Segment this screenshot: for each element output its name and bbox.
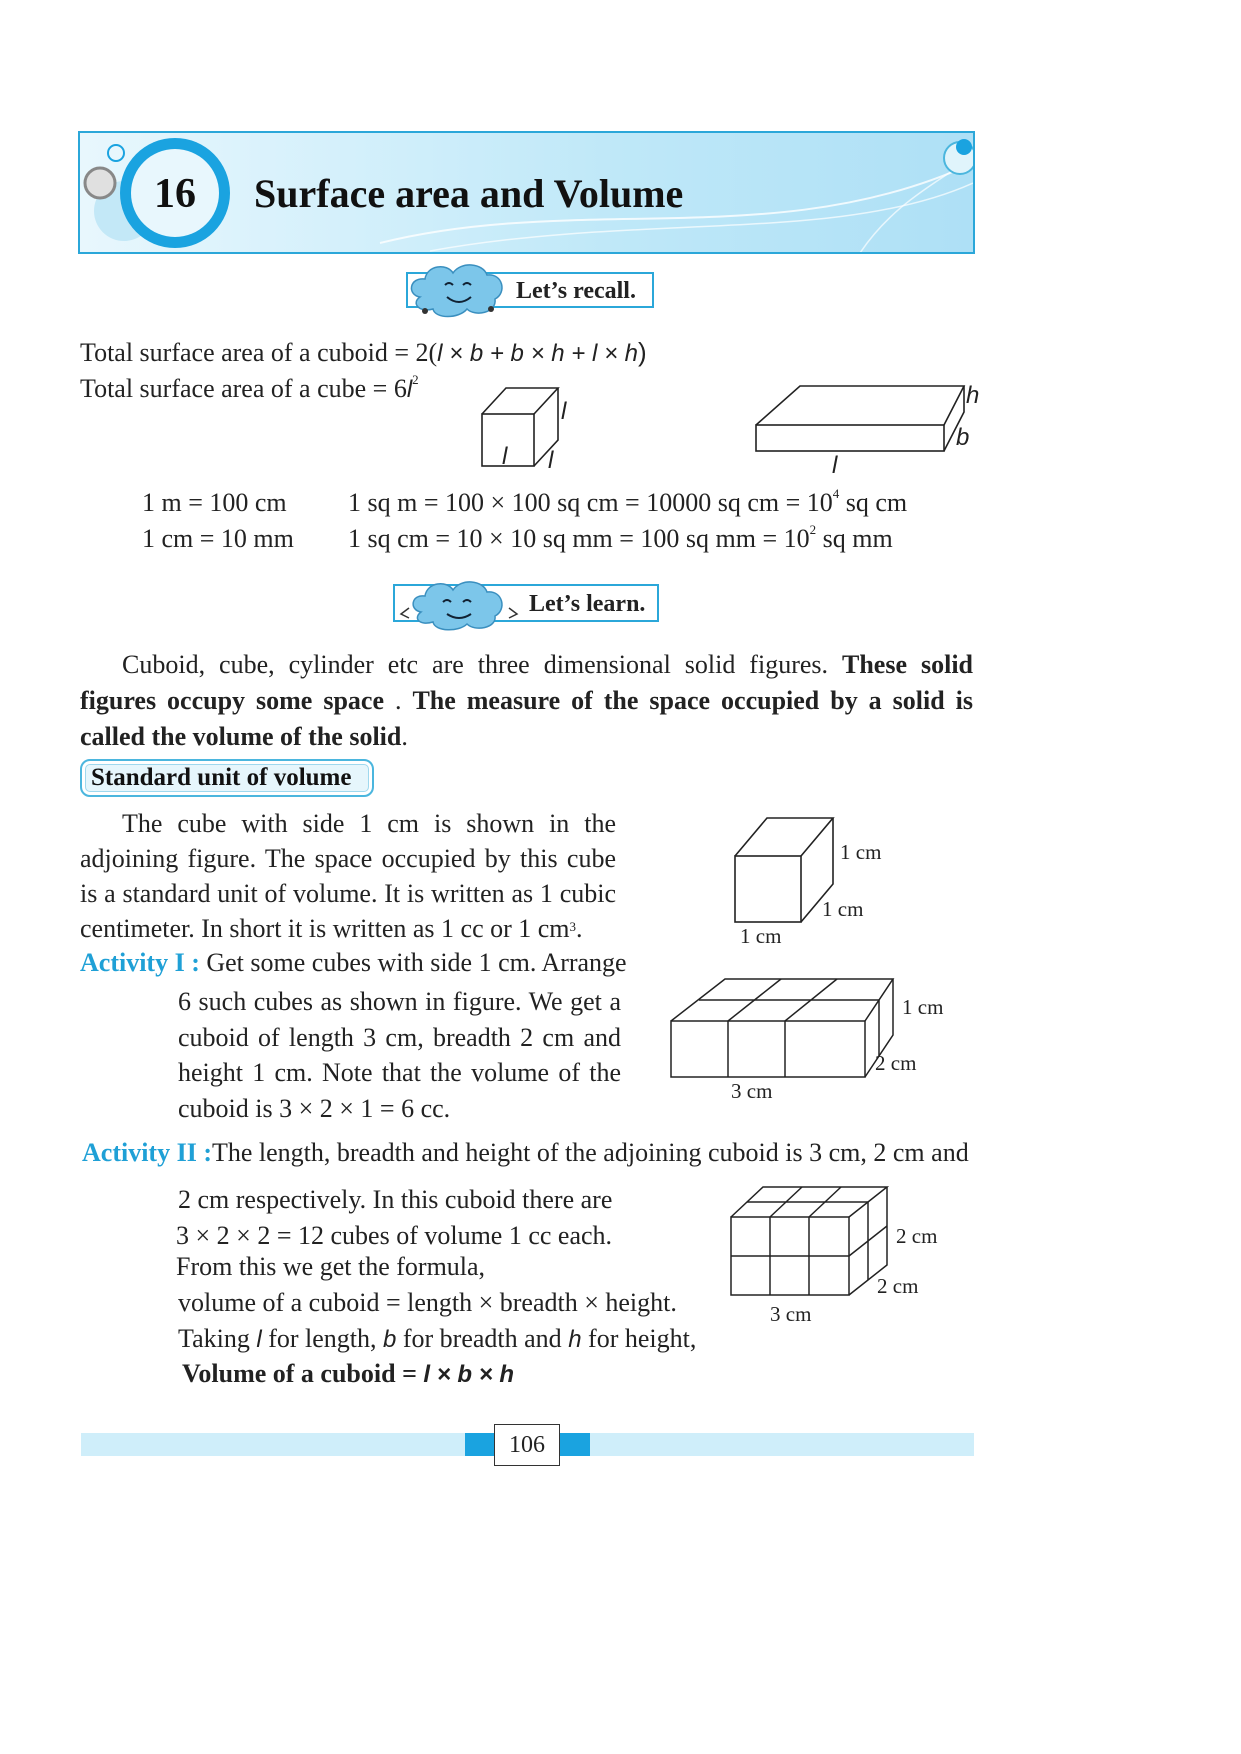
unit-row-2-exp: 2 bbox=[809, 522, 817, 537]
cuboid-label-b: b bbox=[956, 424, 970, 451]
chapter-number: 16 bbox=[154, 171, 196, 217]
six-cube-cuboid-figure bbox=[665, 975, 900, 1083]
cube-label-top: l bbox=[561, 398, 567, 425]
volume-formula-lhs: Volume of a cuboid = bbox=[182, 1359, 424, 1388]
taking-end: for height, bbox=[581, 1324, 697, 1353]
standard-unit-end: . bbox=[576, 914, 583, 943]
cuboid-figure bbox=[750, 380, 970, 460]
formula-cube-var: l bbox=[406, 376, 413, 403]
cube-label-side: l bbox=[548, 447, 554, 474]
activity-1-body: 6 such cubes as shown in figure. We get a cuboid of length 3 cm, breadth 2 cm and height 1 cm. Note that the volume of the cuboid is 3 × 2 × 1 = 6 cc. bbox=[178, 987, 621, 1123]
activity-2-line-4: volume of a cuboid = length × breadth × height. bbox=[178, 1288, 677, 1317]
standard-unit-paragraph bbox=[80, 806, 616, 946]
formula-cube-exponent: 2 bbox=[412, 372, 419, 387]
formula-cuboid-rhs: l × b + b × h + l × h bbox=[437, 340, 638, 367]
cuboid-label-h: h bbox=[966, 382, 980, 409]
volume-formula bbox=[182, 1359, 514, 1389]
formula-cuboid-close: ) bbox=[637, 337, 647, 367]
page-number-box bbox=[494, 1424, 560, 1466]
cloud-face-learn-icon bbox=[395, 574, 523, 634]
standard-unit-exp: 3 bbox=[569, 919, 577, 934]
unit-row-2-left: 1 cm = 10 mm bbox=[142, 524, 294, 553]
chapter-title: Surface area and Volume bbox=[254, 171, 684, 216]
unit-cube-label-right: 1 cm bbox=[840, 840, 882, 864]
formula-cube-lhs: Total surface area of a cube = 6 bbox=[80, 374, 407, 403]
lets-learn-label: Let’s learn. bbox=[529, 591, 646, 617]
twelve-cube-cuboid-figure bbox=[725, 1183, 895, 1301]
activity-1-first-line bbox=[80, 948, 627, 978]
activity-2-line-3: From this we get the formula, bbox=[176, 1252, 486, 1281]
standard-unit-heading-box bbox=[80, 759, 374, 797]
twelve-cube-label-length: 3 cm bbox=[770, 1302, 812, 1326]
six-cube-label-breadth: 2 cm bbox=[875, 1051, 917, 1075]
six-cube-label-height: 1 cm bbox=[902, 995, 944, 1019]
unit-cube-label-bottom: 1 cm bbox=[740, 924, 782, 948]
cloud-face-icon bbox=[405, 259, 510, 321]
taking-b: b bbox=[383, 1326, 397, 1353]
intro-plain: Cuboid, cube, cylinder etc are three dimensional solid figures. bbox=[122, 650, 829, 679]
intro-paragraph bbox=[80, 647, 973, 755]
activity-2-line-2: 3 × 2 × 2 = 12 cubes of volume 1 cc each. bbox=[176, 1221, 613, 1250]
taking-a: Taking bbox=[178, 1324, 257, 1353]
formula-cuboid-surface-area bbox=[80, 337, 647, 368]
formula-cuboid-lhs: Total surface area of a cuboid = 2( bbox=[80, 338, 438, 367]
intro-bold-2: The measure of the space occupied by a solid is called the volume of the solid bbox=[80, 686, 974, 751]
activity-2-line-1: 2 cm respectively. In this cuboid there are bbox=[178, 1185, 613, 1214]
unit-row-1-right-b: sq cm bbox=[839, 488, 908, 517]
activity-2-taking-line bbox=[178, 1324, 696, 1354]
intro-end: . bbox=[401, 722, 408, 751]
cuboid-label-l: l bbox=[832, 452, 838, 479]
taking-h: h bbox=[568, 1326, 582, 1353]
unit-row-2-right-b: sq mm bbox=[816, 524, 893, 553]
page-number: 106 bbox=[509, 1432, 545, 1458]
activity-1-first-text: Get some cubes with side 1 cm. Arrange bbox=[206, 948, 627, 977]
activity-2-first-text: The length, breadth and height of the adjoining cuboid is 3 cm, 2 cm and bbox=[211, 1138, 969, 1167]
unit-row-1-exp: 4 bbox=[832, 486, 840, 501]
unit-row-2-right-a: 1 sq cm = 10 × 10 sq mm = 100 sq mm = 10 bbox=[348, 524, 810, 553]
unit-row-2-right bbox=[348, 524, 893, 554]
formula-cube-surface-area bbox=[80, 374, 419, 404]
volume-formula-rhs: l × b × h bbox=[423, 1361, 515, 1388]
unit-cube-label-side: 1 cm bbox=[822, 897, 864, 921]
activity-2-first-line bbox=[82, 1138, 969, 1168]
taking-l: l bbox=[256, 1326, 262, 1353]
intro-sep: . bbox=[383, 686, 413, 715]
six-cube-label-length: 3 cm bbox=[731, 1079, 773, 1103]
intro-bold-1: These solid figures occupy some space bbox=[80, 650, 974, 715]
taking-b1: for length, bbox=[261, 1324, 383, 1353]
taking-b2: for breadth and bbox=[396, 1324, 569, 1353]
twelve-cube-label-breadth: 2 cm bbox=[877, 1274, 919, 1298]
lets-recall-label: Let’s recall. bbox=[516, 278, 636, 304]
unit-row-1-left: 1 m = 100 cm bbox=[142, 488, 287, 517]
standard-unit-heading: Standard unit of volume bbox=[91, 764, 352, 791]
activity-2-label: Activity II : bbox=[82, 1138, 212, 1167]
cube-label-front: l bbox=[502, 443, 508, 470]
standard-unit-text: The cube with side 1 cm is shown in the adjoining figure. The space occupied by this cube is a standard unit of volume. It is written as 1 cubic centimeter. In short it is written as 1 cc or 1 cm bbox=[80, 809, 616, 943]
cube-figure bbox=[470, 380, 580, 475]
twelve-cube-label-height: 2 cm bbox=[896, 1224, 938, 1248]
activity-1-label: Activity I : bbox=[80, 948, 200, 977]
unit-row-1-right bbox=[348, 488, 907, 518]
unit-row-1-right-a: 1 sq m = 100 × 100 sq cm = 10000 sq cm = 10 bbox=[348, 488, 833, 517]
